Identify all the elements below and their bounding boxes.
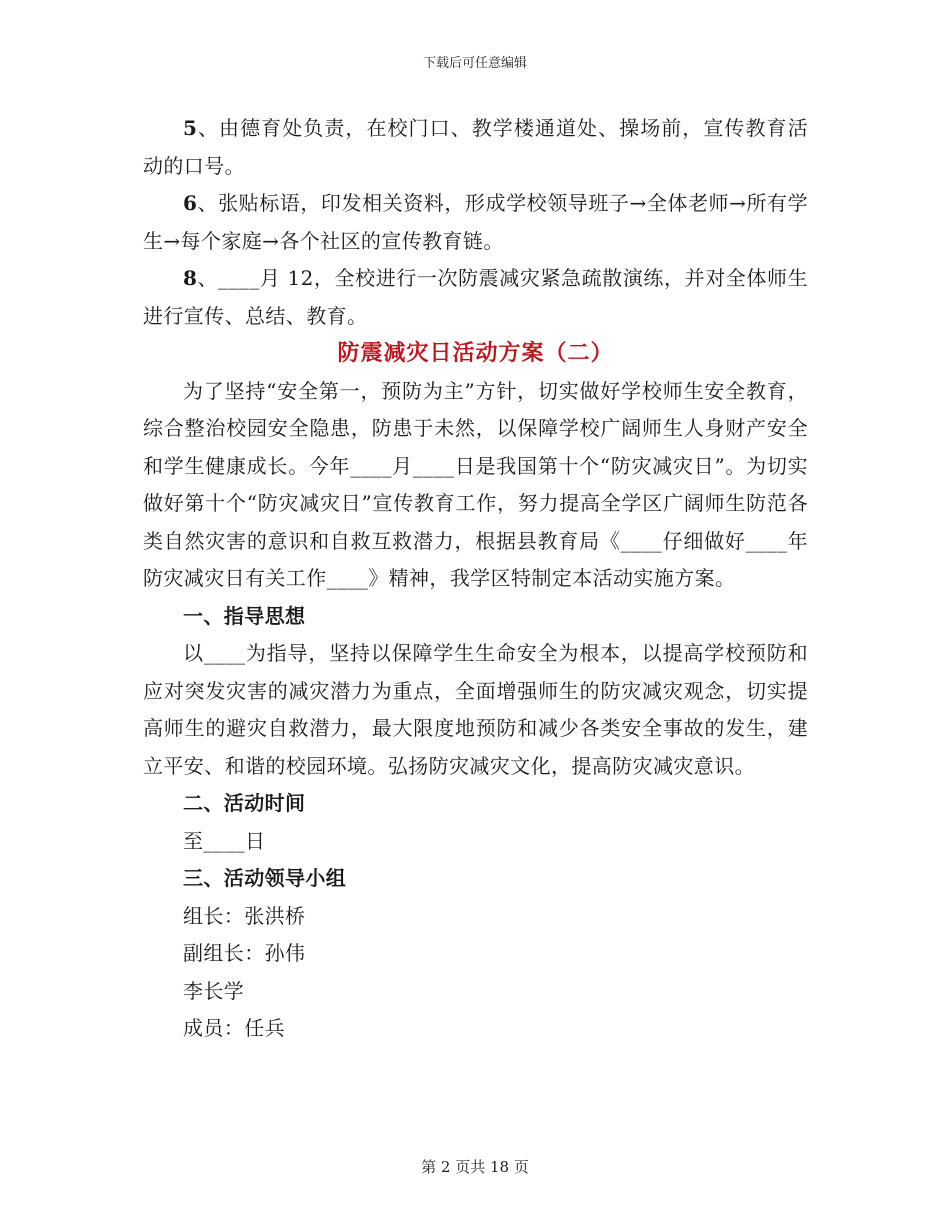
item-text: 、____月 12，全校进行一次防震减灾紧急疏散演练，并对全体师生进行宣传、总结、教育。 [143,266,808,328]
item-number: 6 [183,191,198,215]
document-body [143,110,808,1048]
page-footer: 第 2 页共 18 页 [421,1158,529,1176]
list-item-5 [143,110,808,185]
item-number: 8 [183,266,198,290]
item-text: 、由德育处负责，在校门口、教学楼通道处、操场前，宣传教育活动的口号。 [143,116,808,178]
heading-leadership-group: 三、活动领导小组 [183,866,347,890]
page-header: 下载后可任意编辑 [422,56,527,71]
list-item-6 [143,185,808,260]
members-line: 成员：任兵 [183,1016,285,1040]
list-item-8 [143,260,808,335]
heading-activity-time: 二、活动时间 [183,791,306,815]
guiding-ideology-paragraph: 以____为指导，坚持以保障学生生命安全为根本，以提高学校预防和应对突发灾害的减灾潜力为重点，全面增强师生的防灾减灾观念，切实提高师生的避灾自救潜力，最大限度地预防和减少各类安全事故的发生，建立平安、和谐的校园环境。弘扬防灾减灾文化，提高防灾减灾意识。 [143,641,808,778]
deputy-leader-line: 副组长：孙伟 [183,941,306,965]
activity-time-paragraph: 至____日 [183,828,266,853]
item-number: 5 [183,116,198,140]
member-name-line: 李长学 [183,978,245,1003]
item-text: 、张贴标语，印发相关资料，形成学校领导班子→全体老师→所有学生→每个家庭→各个社区的宣传教育链。 [143,191,808,253]
leader-line: 组长：张洪桥 [183,903,306,928]
section-title: 防震减灾日活动方案（二） [337,340,614,366]
intro-paragraph: 为了坚持“安全第一，预防为主”方针，切实做好学校师生安全教育，综合整治校园安全隐患，防患于未然，以保障学校广阔师生人身财产安全和学生健康成长。今年____月____日是我国第十个“防灾减灾日”。为切实做好第十个“防灾减灾日”宣传教育工作，努力提高全学区广阔师生防范各类自然灾害的意识和自救互救潜力，根据县教育局《____仔细做好____年防灾减灾日有关工作____》精神，我学区特制定本活动实施方案。 [143,378,808,590]
heading-guiding-ideology: 一、指导思想 [183,603,306,628]
